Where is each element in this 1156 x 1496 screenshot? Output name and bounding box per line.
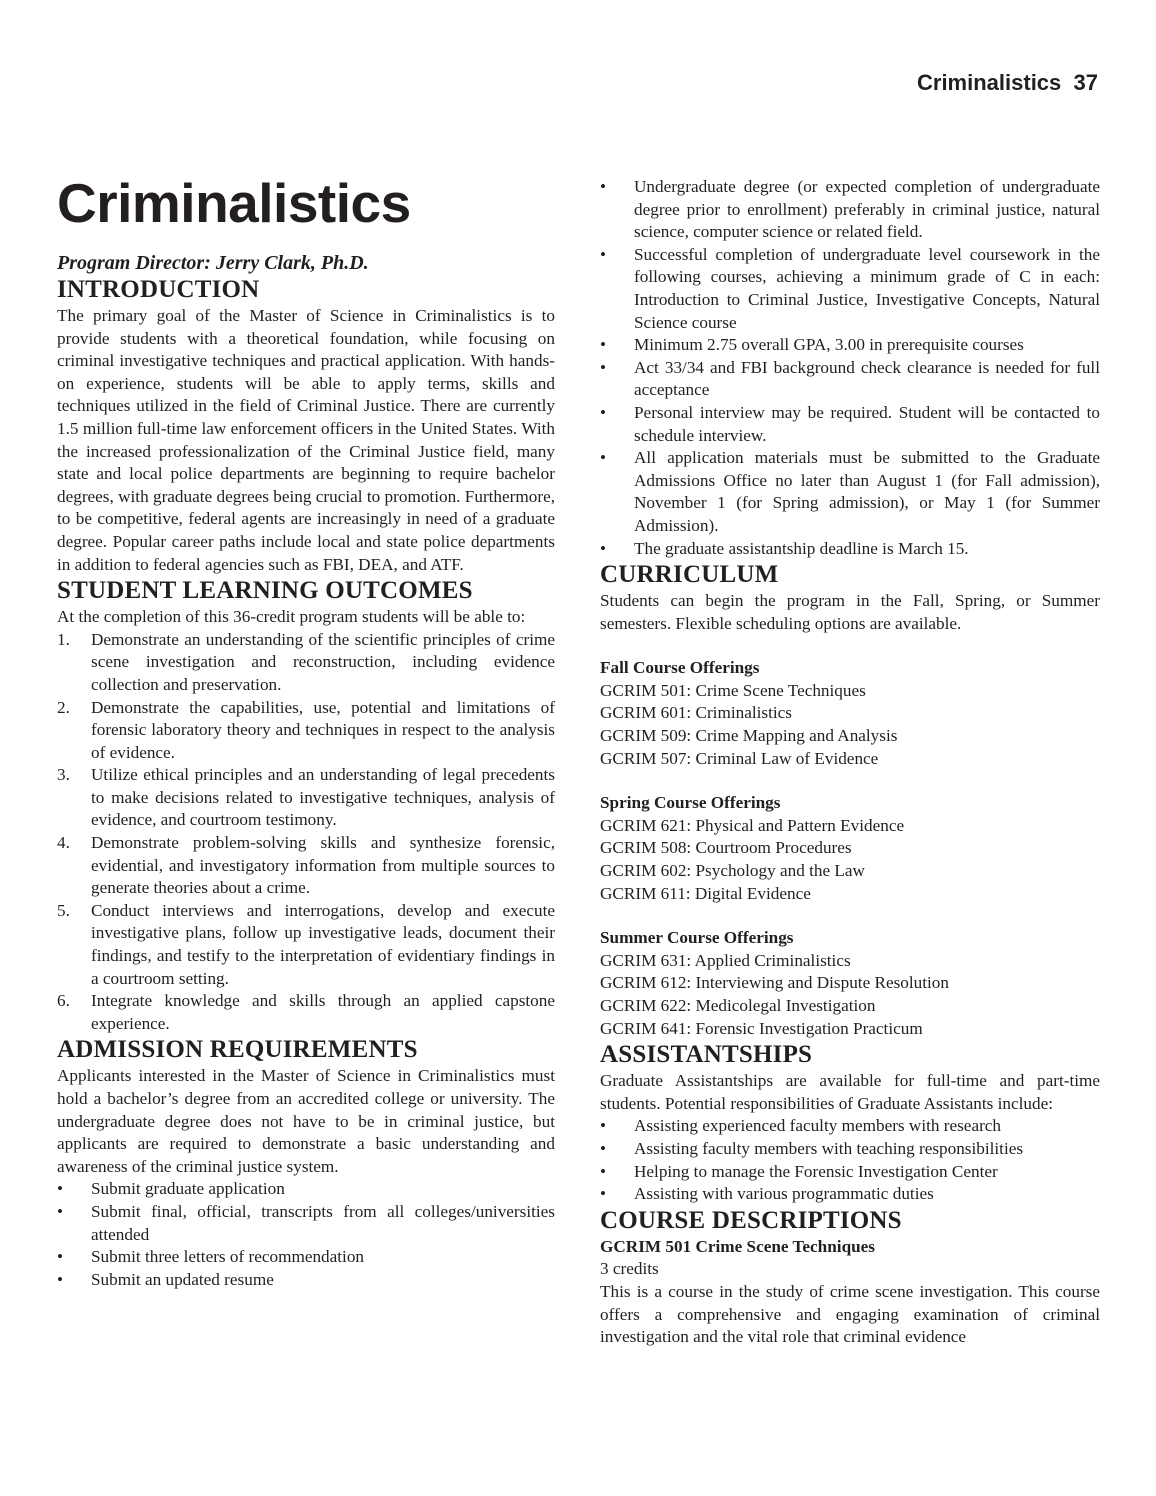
running-header (917, 70, 1098, 96)
course-item: GCRIM 641: Forensic Investigation Practicum (600, 1018, 923, 1038)
bullet-icon: • (600, 335, 607, 355)
course-descriptions-heading: COURSE DESCRIPTIONS (600, 1206, 902, 1234)
course-item: GCRIM 621: Physical and Pattern Evidence (600, 815, 905, 835)
admission-heading: ADMISSION REQUIREMENTS (57, 1036, 418, 1064)
course-item: GCRIM 508: Courtroom Procedures (600, 838, 852, 858)
requirement-text: Act 33/34 and FBI background check clearance is needed for full acceptance (634, 357, 1100, 400)
outcome-text: Demonstrate problem-solving skills and synthesize forensic, evidential, and investigatory information from multiple sources to generate theories about a crime. (91, 833, 555, 898)
bullet-icon: • (600, 448, 607, 468)
requirement-text: Undergraduate degree (or expected completion of undergraduate degree prior to enrollment) preferably in criminal justice, natural science, computer science or related field. (634, 177, 1100, 242)
outcome-number: 2. (57, 697, 70, 717)
course-item: GCRIM 631: Applied Criminalistics (600, 950, 851, 970)
requirement-item (57, 1246, 555, 1269)
requirement-text: Submit final, official, transcripts from all colleges/universities attended (91, 1201, 555, 1244)
course-item: GCRIM 501: Crime Scene Techniques (600, 680, 866, 700)
assistantships-bullets (600, 1115, 1100, 1205)
requirement-item (600, 357, 1100, 402)
outcome-text: Utilize ethical principles and an understanding of legal precedents to make decisions related to investigative techniques, analysis of evidence, and courtroom testimony. (91, 765, 555, 830)
bullet-icon: • (600, 357, 607, 377)
responsibility-text: Helping to manage the Forensic Investigation Center (634, 1161, 998, 1181)
requirement-item (600, 402, 1100, 447)
requirement-item (57, 1178, 555, 1201)
requirement-item (600, 334, 1100, 357)
fall-offerings-heading: Fall Course Offerings (600, 658, 760, 678)
requirement-item (600, 538, 1100, 561)
course-item: GCRIM 612: Interviewing and Dispute Resolution (600, 973, 949, 993)
requirement-item (57, 1269, 555, 1292)
course-item: GCRIM 509: Crime Mapping and Analysis (600, 726, 898, 746)
admission-text: Applicants interested in the Master of Science in Criminalistics must hold a bachelor’s degree from an accredited college or university. The undergraduate degree does not have to be in criminal justice, but applicants are required to demonstrate a basic understanding and awareness of the criminal justice system. (57, 1066, 555, 1176)
curriculum-heading: CURRICULUM (600, 561, 779, 589)
right-column (600, 176, 1100, 1349)
bullet-icon: • (600, 244, 607, 264)
bullet-icon: • (57, 1179, 64, 1199)
running-title: Criminalistics (917, 70, 1062, 95)
page-number: 37 (1073, 70, 1098, 95)
outcome-item (57, 832, 555, 900)
responsibility-text: Assisting with various programmatic duties (634, 1184, 934, 1204)
bullet-icon: • (600, 1138, 607, 1158)
requirement-text: The graduate assistantship deadline is March 15. (634, 538, 969, 558)
curriculum-text: Students can begin the program in the Fall, Spring, or Summer semesters. Flexible scheduling options are available. (600, 591, 1100, 633)
summer-offerings-heading: Summer Course Offerings (600, 928, 794, 948)
outcome-number: 4. (57, 833, 70, 853)
bullet-icon: • (57, 1201, 64, 1221)
course-item: GCRIM 622: Medicolegal Investigation (600, 996, 876, 1015)
assistantships-text: Graduate Assistantships are available for full-time and part-time students. Potential responsibilities of Graduate Assistants include: (600, 1071, 1100, 1113)
bullet-icon: • (600, 1161, 607, 1181)
bullet-icon: • (600, 1116, 607, 1136)
requirement-text: Successful completion of undergraduate level coursework in the following courses, achieving a minimum grade of C in each: Introduction to Criminal Justice, Investigative Concepts, Natural Science course (634, 244, 1100, 332)
bullet-icon: • (600, 177, 607, 196)
bullet-icon: • (57, 1269, 64, 1289)
responsibility-item (600, 1183, 1100, 1206)
requirement-item (57, 1201, 555, 1246)
requirement-text: Submit an updated resume (91, 1269, 274, 1289)
course-item: GCRIM 611: Digital Evidence (600, 883, 811, 903)
outcome-number: 3. (57, 765, 70, 785)
spring-offerings-heading: Spring Course Offerings (600, 793, 781, 813)
outcomes-heading: STUDENT LEARNING OUTCOMES (57, 577, 473, 605)
course-description-text: This is a course in the study of crime scene investigation. This course offers a comprehensive and engaging examination of criminal investigation and the vital role that criminal evidence (600, 1281, 1100, 1347)
left-column (57, 168, 555, 1291)
outcome-text: Demonstrate the capabilities, use, potential and limitations of forensic laboratory theory and techniques in respect to the analysis of evidence. (91, 697, 555, 762)
bullet-icon: • (600, 402, 607, 422)
introduction-text: The primary goal of the Master of Science in Criminalistics is to provide students with a theoretical foundation, while focusing on criminal investigative techniques and practical application. With hands-on experience, students will be able to apply terms, skills and techniques utilized in the field of Criminal Justice. There are currently 1.5 million full-time law enforcement officers in the United States. With the increased professionalization of the Criminal Justice field, many state and local police departments are beginning to require bachelor degrees, with graduate degrees being crucial to promotion. Furthermore, to be competitive, federal agents are increasingly in need of a graduate degree. Popular career paths include local and state police departments in addition to federal agencies such as FBI, DEA, and ATF. (57, 306, 555, 574)
bullet-icon: • (600, 538, 607, 558)
requirement-item (600, 447, 1100, 537)
requirement-text: Personal interview may be required. Student will be contacted to schedule interview. (634, 402, 1100, 445)
requirement-text: All application materials must be submitted to the Graduate Admissions Office no later than August 1 (for Fall admission), November 1 (for Spring admission), or May 1 (for Summer Admission). (634, 448, 1100, 535)
admission-bullets-right (600, 176, 1100, 560)
page-title: Criminalistics (57, 172, 411, 234)
responsibility-item (600, 1161, 1100, 1184)
outcome-text: Integrate knowledge and skills through an applied capstone experience. (91, 991, 555, 1033)
outcome-number: 6. (57, 991, 70, 1011)
bullet-icon: • (57, 1247, 64, 1267)
course-item: GCRIM 507: Criminal Law of Evidence (600, 748, 879, 768)
requirement-text: Submit graduate application (91, 1179, 285, 1199)
requirement-item (600, 244, 1100, 334)
program-director: Program Director: Jerry Clark, Ph.D. (57, 252, 369, 274)
outcome-item (57, 990, 555, 1035)
admission-bullets-left (57, 1178, 555, 1291)
assistantships-heading: ASSISTANTSHIPS (600, 1041, 813, 1069)
outcome-item (57, 629, 555, 697)
course-description-title: GCRIM 501 Crime Scene Techniques (600, 1236, 875, 1256)
requirement-item (600, 176, 1100, 244)
course-item: GCRIM 602: Psychology and the Law (600, 861, 865, 881)
bullet-icon: • (600, 1184, 607, 1204)
course-item: GCRIM 601: Criminalistics (600, 703, 792, 723)
outcome-text: Demonstrate an understanding of the scientific principles of crime scene investigation and reconstruction, including evidence collection and preservation. (91, 629, 555, 694)
outcome-item (57, 764, 555, 832)
outcomes-intro: At the completion of this 36-credit program students will be able to: (57, 607, 526, 627)
responsibility-text: Assisting faculty members with teaching responsibilities (634, 1138, 1024, 1158)
introduction-heading: INTRODUCTION (57, 276, 260, 303)
outcome-number: 1. (57, 629, 70, 649)
outcome-text: Conduct interviews and interrogations, develop and execute investigative plans, follow up investigative leads, document their findings, and testify to the interpretation of evidentiary findings in a courtroom setting. (91, 900, 555, 988)
requirement-text: Minimum 2.75 overall GPA, 3.00 in prerequisite courses (634, 335, 1024, 355)
outcome-item (57, 697, 555, 765)
responsibility-item (600, 1138, 1100, 1161)
course-credits: 3 credits (600, 1259, 659, 1279)
responsibility-text: Assisting experienced faculty members with research (634, 1116, 1002, 1136)
outcome-item (57, 900, 555, 990)
responsibility-item (600, 1115, 1100, 1138)
outcome-number: 5. (57, 900, 70, 920)
requirement-text: Submit three letters of recommendation (91, 1247, 365, 1267)
outcomes-list (57, 629, 555, 1036)
